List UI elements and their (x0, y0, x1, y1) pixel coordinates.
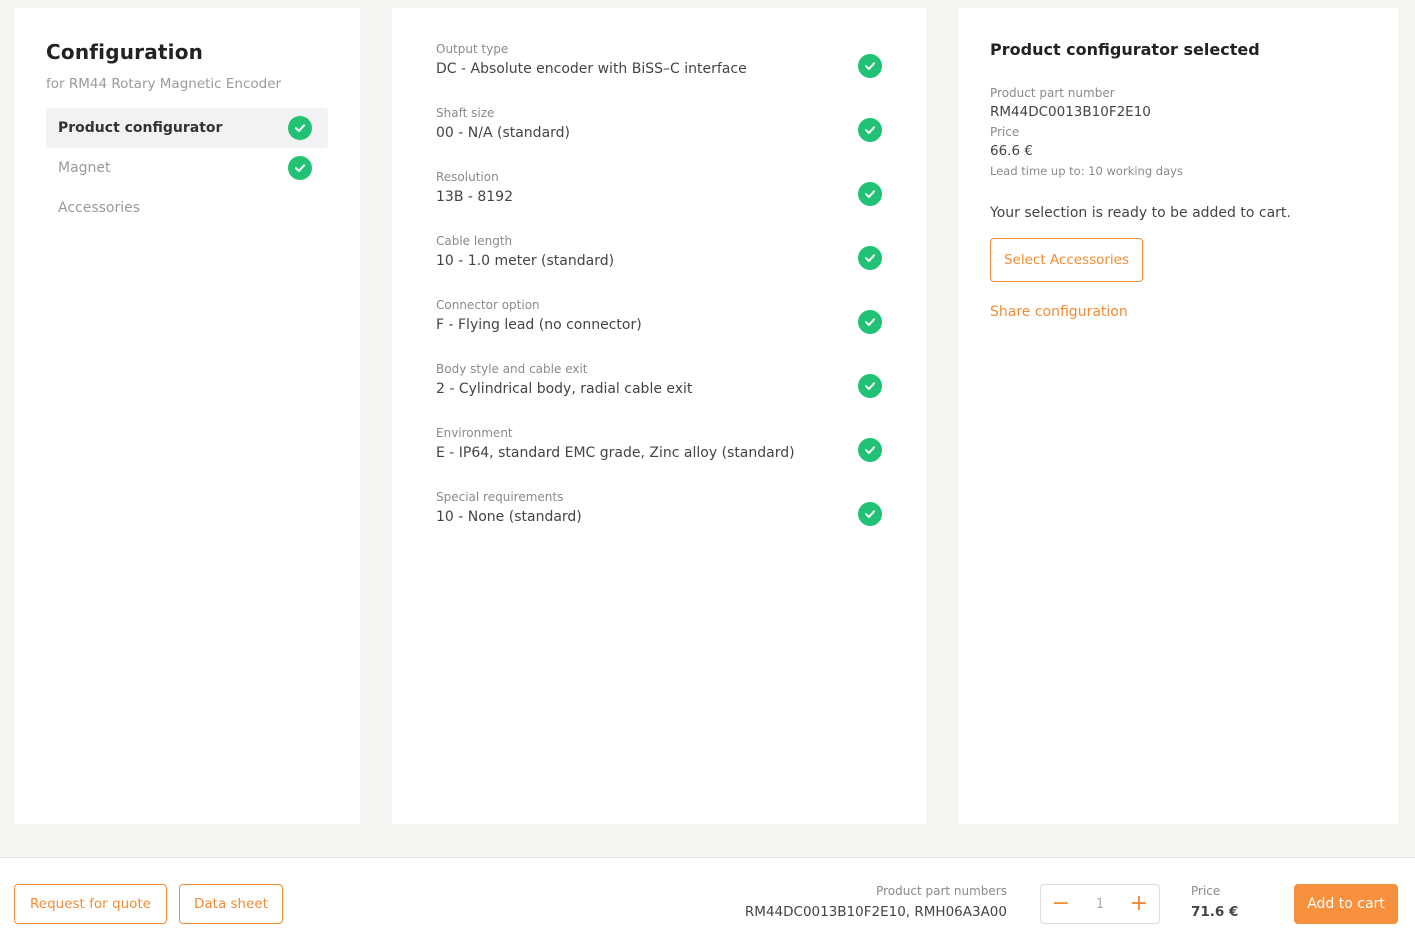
configuration-sidebar (14, 8, 360, 824)
total-price-value: 71.6 € (1191, 904, 1239, 920)
option-value: F - Flying lead (no connector) (436, 317, 642, 333)
check-circle-icon (858, 502, 882, 526)
option-label: Body style and cable exit (436, 362, 588, 376)
option-value: 10 - None (standard) (436, 509, 582, 525)
part-numbers-label: Product part numbers (876, 884, 1007, 898)
part-number-label: Product part number (990, 86, 1115, 100)
option-label: Shaft size (436, 106, 495, 120)
quantity-stepper (1040, 884, 1160, 924)
configuration-steps-nav (46, 108, 328, 228)
check-circle-icon (858, 310, 882, 334)
option-cable-length[interactable] (436, 234, 882, 282)
nav-item-accessories[interactable] (46, 188, 328, 228)
data-sheet-button[interactable]: Data sheet (179, 884, 283, 924)
option-resolution[interactable] (436, 170, 882, 218)
option-value: 13B - 8192 (436, 189, 513, 205)
price-value: 66.6 € (990, 143, 1033, 159)
option-output-type[interactable] (436, 42, 882, 90)
option-connector[interactable] (436, 298, 882, 346)
part-numbers-value: RM44DC0013B10F2E10, RMH06A3A00 (744, 904, 1007, 920)
check-circle-icon (858, 54, 882, 78)
nav-item-product-configurator[interactable] (46, 108, 328, 148)
options-panel (392, 8, 926, 824)
check-circle-icon (858, 246, 882, 270)
nav-item-label: Product configurator (58, 120, 223, 136)
check-circle-icon (858, 374, 882, 398)
check-circle-icon (288, 116, 312, 140)
minus-icon[interactable]: − (1051, 891, 1071, 916)
option-value: 00 - N/A (standard) (436, 125, 571, 141)
nav-item-label: Accessories (58, 200, 141, 216)
nav-item-magnet[interactable] (46, 148, 328, 188)
add-to-cart-button[interactable]: Add to cart (1294, 884, 1398, 924)
option-value: DC - Absolute encoder with BiSS–C interface (436, 61, 747, 77)
option-environment[interactable] (436, 426, 882, 474)
option-value: 10 - 1.0 meter (standard) (436, 253, 615, 269)
nav-item-label: Magnet (58, 160, 111, 176)
check-circle-icon (288, 156, 312, 180)
option-value: 2 - Cylindrical body, radial cable exit (436, 381, 693, 397)
option-label: Resolution (436, 170, 499, 184)
check-circle-icon (858, 438, 882, 462)
option-label: Output type (436, 42, 509, 56)
footer-bar (0, 857, 1415, 947)
configuration-subtitle: for RM44 Rotary Magnetic Encoder (46, 76, 282, 92)
option-shaft-size[interactable] (436, 106, 882, 154)
quantity-input[interactable] (1081, 885, 1119, 923)
option-label: Environment (436, 426, 513, 440)
option-special-requirements[interactable] (436, 490, 882, 538)
ready-message: Your selection is ready to be added to cart. (990, 205, 1291, 221)
share-configuration-link[interactable]: Share configuration (990, 304, 1128, 320)
option-label: Special requirements (436, 490, 564, 504)
check-circle-icon (858, 182, 882, 206)
request-quote-button[interactable]: Request for quote (14, 884, 167, 924)
lead-time: Lead time up to: 10 working days (990, 164, 1183, 178)
summary-title: Product configurator selected (990, 40, 1260, 59)
configuration-title: Configuration (46, 40, 204, 64)
select-accessories-button[interactable]: Select Accessories (990, 238, 1143, 282)
total-price-label: Price (1191, 884, 1221, 898)
option-body-style[interactable] (436, 362, 882, 410)
option-label: Connector option (436, 298, 540, 312)
option-label: Cable length (436, 234, 513, 248)
selection-summary-panel (958, 8, 1398, 824)
check-circle-icon (858, 118, 882, 142)
part-number-value: RM44DC0013B10F2E10 (990, 104, 1151, 120)
price-label: Price (990, 125, 1020, 139)
plus-icon[interactable]: + (1129, 891, 1149, 916)
option-value: E - IP64, standard EMC grade, Zinc alloy (standard) (436, 445, 795, 461)
